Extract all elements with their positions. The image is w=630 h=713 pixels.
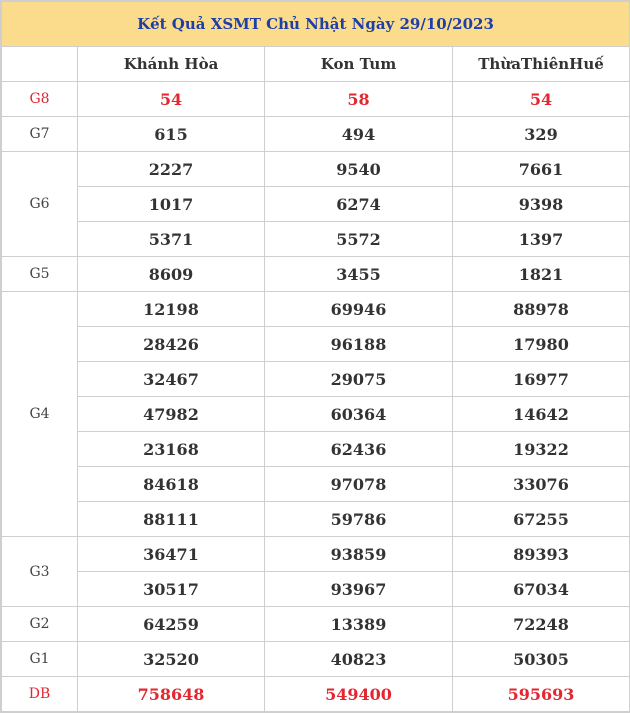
prize-number: 32520 bbox=[78, 642, 265, 677]
prize-number: 54 bbox=[453, 82, 630, 117]
prize-number: 50305 bbox=[453, 642, 630, 677]
prize-number: 12198 bbox=[78, 292, 265, 327]
prize-number: 1821 bbox=[453, 257, 630, 292]
prize-number: 13389 bbox=[265, 607, 453, 642]
prize-number: 88111 bbox=[78, 502, 265, 537]
prize-row bbox=[2, 677, 630, 712]
prize-number: 32467 bbox=[78, 362, 265, 397]
prize-number: 6274 bbox=[265, 187, 453, 222]
prize-number: 58 bbox=[265, 82, 453, 117]
prize-number: 62436 bbox=[265, 432, 453, 467]
prize-number: 329 bbox=[453, 117, 630, 152]
prize-number: 97078 bbox=[265, 467, 453, 502]
prize-row bbox=[2, 607, 630, 642]
prize-number: 60364 bbox=[265, 397, 453, 432]
prize-label: G8 bbox=[2, 82, 78, 117]
prize-number: 7661 bbox=[453, 152, 630, 187]
prize-number: 17980 bbox=[453, 327, 630, 362]
prize-number: 28426 bbox=[78, 327, 265, 362]
prize-label: G3 bbox=[2, 537, 78, 607]
province-header: Khánh Hòa bbox=[78, 47, 265, 82]
prize-number: 47982 bbox=[78, 397, 265, 432]
prize-number: 54 bbox=[78, 82, 265, 117]
prize-number: 67034 bbox=[453, 572, 630, 607]
province-header: Kon Tum bbox=[265, 47, 453, 82]
prize-number: 1017 bbox=[78, 187, 265, 222]
prize-number: 758648 bbox=[78, 677, 265, 712]
prize-number: 89393 bbox=[453, 537, 630, 572]
prize-number: 595693 bbox=[453, 677, 630, 712]
prize-number: 30517 bbox=[78, 572, 265, 607]
prize-number: 9398 bbox=[453, 187, 630, 222]
prize-label: DB bbox=[2, 677, 78, 712]
prize-number: 5371 bbox=[78, 222, 265, 257]
prize-row bbox=[2, 432, 630, 467]
prize-number: 93859 bbox=[265, 537, 453, 572]
prize-number: 14642 bbox=[453, 397, 630, 432]
prize-number: 64259 bbox=[78, 607, 265, 642]
prize-row bbox=[2, 572, 630, 607]
results-table bbox=[1, 1, 630, 712]
prize-row bbox=[2, 362, 630, 397]
prize-row bbox=[2, 537, 630, 572]
prize-number: 84618 bbox=[78, 467, 265, 502]
prize-number: 16977 bbox=[453, 362, 630, 397]
prize-number: 69946 bbox=[265, 292, 453, 327]
prize-row bbox=[2, 467, 630, 502]
province-header: ThừaThiênHuế bbox=[453, 47, 630, 82]
prize-number: 23168 bbox=[78, 432, 265, 467]
prize-number: 59786 bbox=[265, 502, 453, 537]
prize-row bbox=[2, 642, 630, 677]
prize-number: 88978 bbox=[453, 292, 630, 327]
prize-label: G2 bbox=[2, 607, 78, 642]
prize-number: 2227 bbox=[78, 152, 265, 187]
prize-number: 5572 bbox=[265, 222, 453, 257]
prize-label: G7 bbox=[2, 117, 78, 152]
prize-row bbox=[2, 187, 630, 222]
prize-label: G6 bbox=[2, 152, 78, 257]
prize-number: 33076 bbox=[453, 467, 630, 502]
prize-row bbox=[2, 292, 630, 327]
prize-number: 67255 bbox=[453, 502, 630, 537]
results-title: Kết Quả XSMT Chủ Nhật Ngày 29/10/2023 bbox=[2, 2, 630, 47]
prize-label: G4 bbox=[2, 292, 78, 537]
prize-number: 1397 bbox=[453, 222, 630, 257]
prize-row bbox=[2, 327, 630, 362]
prize-number: 9540 bbox=[265, 152, 453, 187]
prize-number: 3455 bbox=[265, 257, 453, 292]
prize-number: 29075 bbox=[265, 362, 453, 397]
prize-row bbox=[2, 502, 630, 537]
prize-row bbox=[2, 152, 630, 187]
prize-row bbox=[2, 117, 630, 152]
prize-row bbox=[2, 222, 630, 257]
prize-number: 96188 bbox=[265, 327, 453, 362]
prize-number: 494 bbox=[265, 117, 453, 152]
results-body bbox=[2, 82, 630, 712]
prize-number: 40823 bbox=[265, 642, 453, 677]
prize-number: 93967 bbox=[265, 572, 453, 607]
prize-label: G5 bbox=[2, 257, 78, 292]
prize-number: 36471 bbox=[78, 537, 265, 572]
prize-number: 8609 bbox=[78, 257, 265, 292]
prize-row bbox=[2, 397, 630, 432]
prize-number: 19322 bbox=[453, 432, 630, 467]
prize-row bbox=[2, 82, 630, 117]
prize-row bbox=[2, 257, 630, 292]
prize-label: G1 bbox=[2, 642, 78, 677]
prize-number: 549400 bbox=[265, 677, 453, 712]
prize-number: 72248 bbox=[453, 607, 630, 642]
header-blank bbox=[2, 47, 78, 82]
prize-number: 615 bbox=[78, 117, 265, 152]
